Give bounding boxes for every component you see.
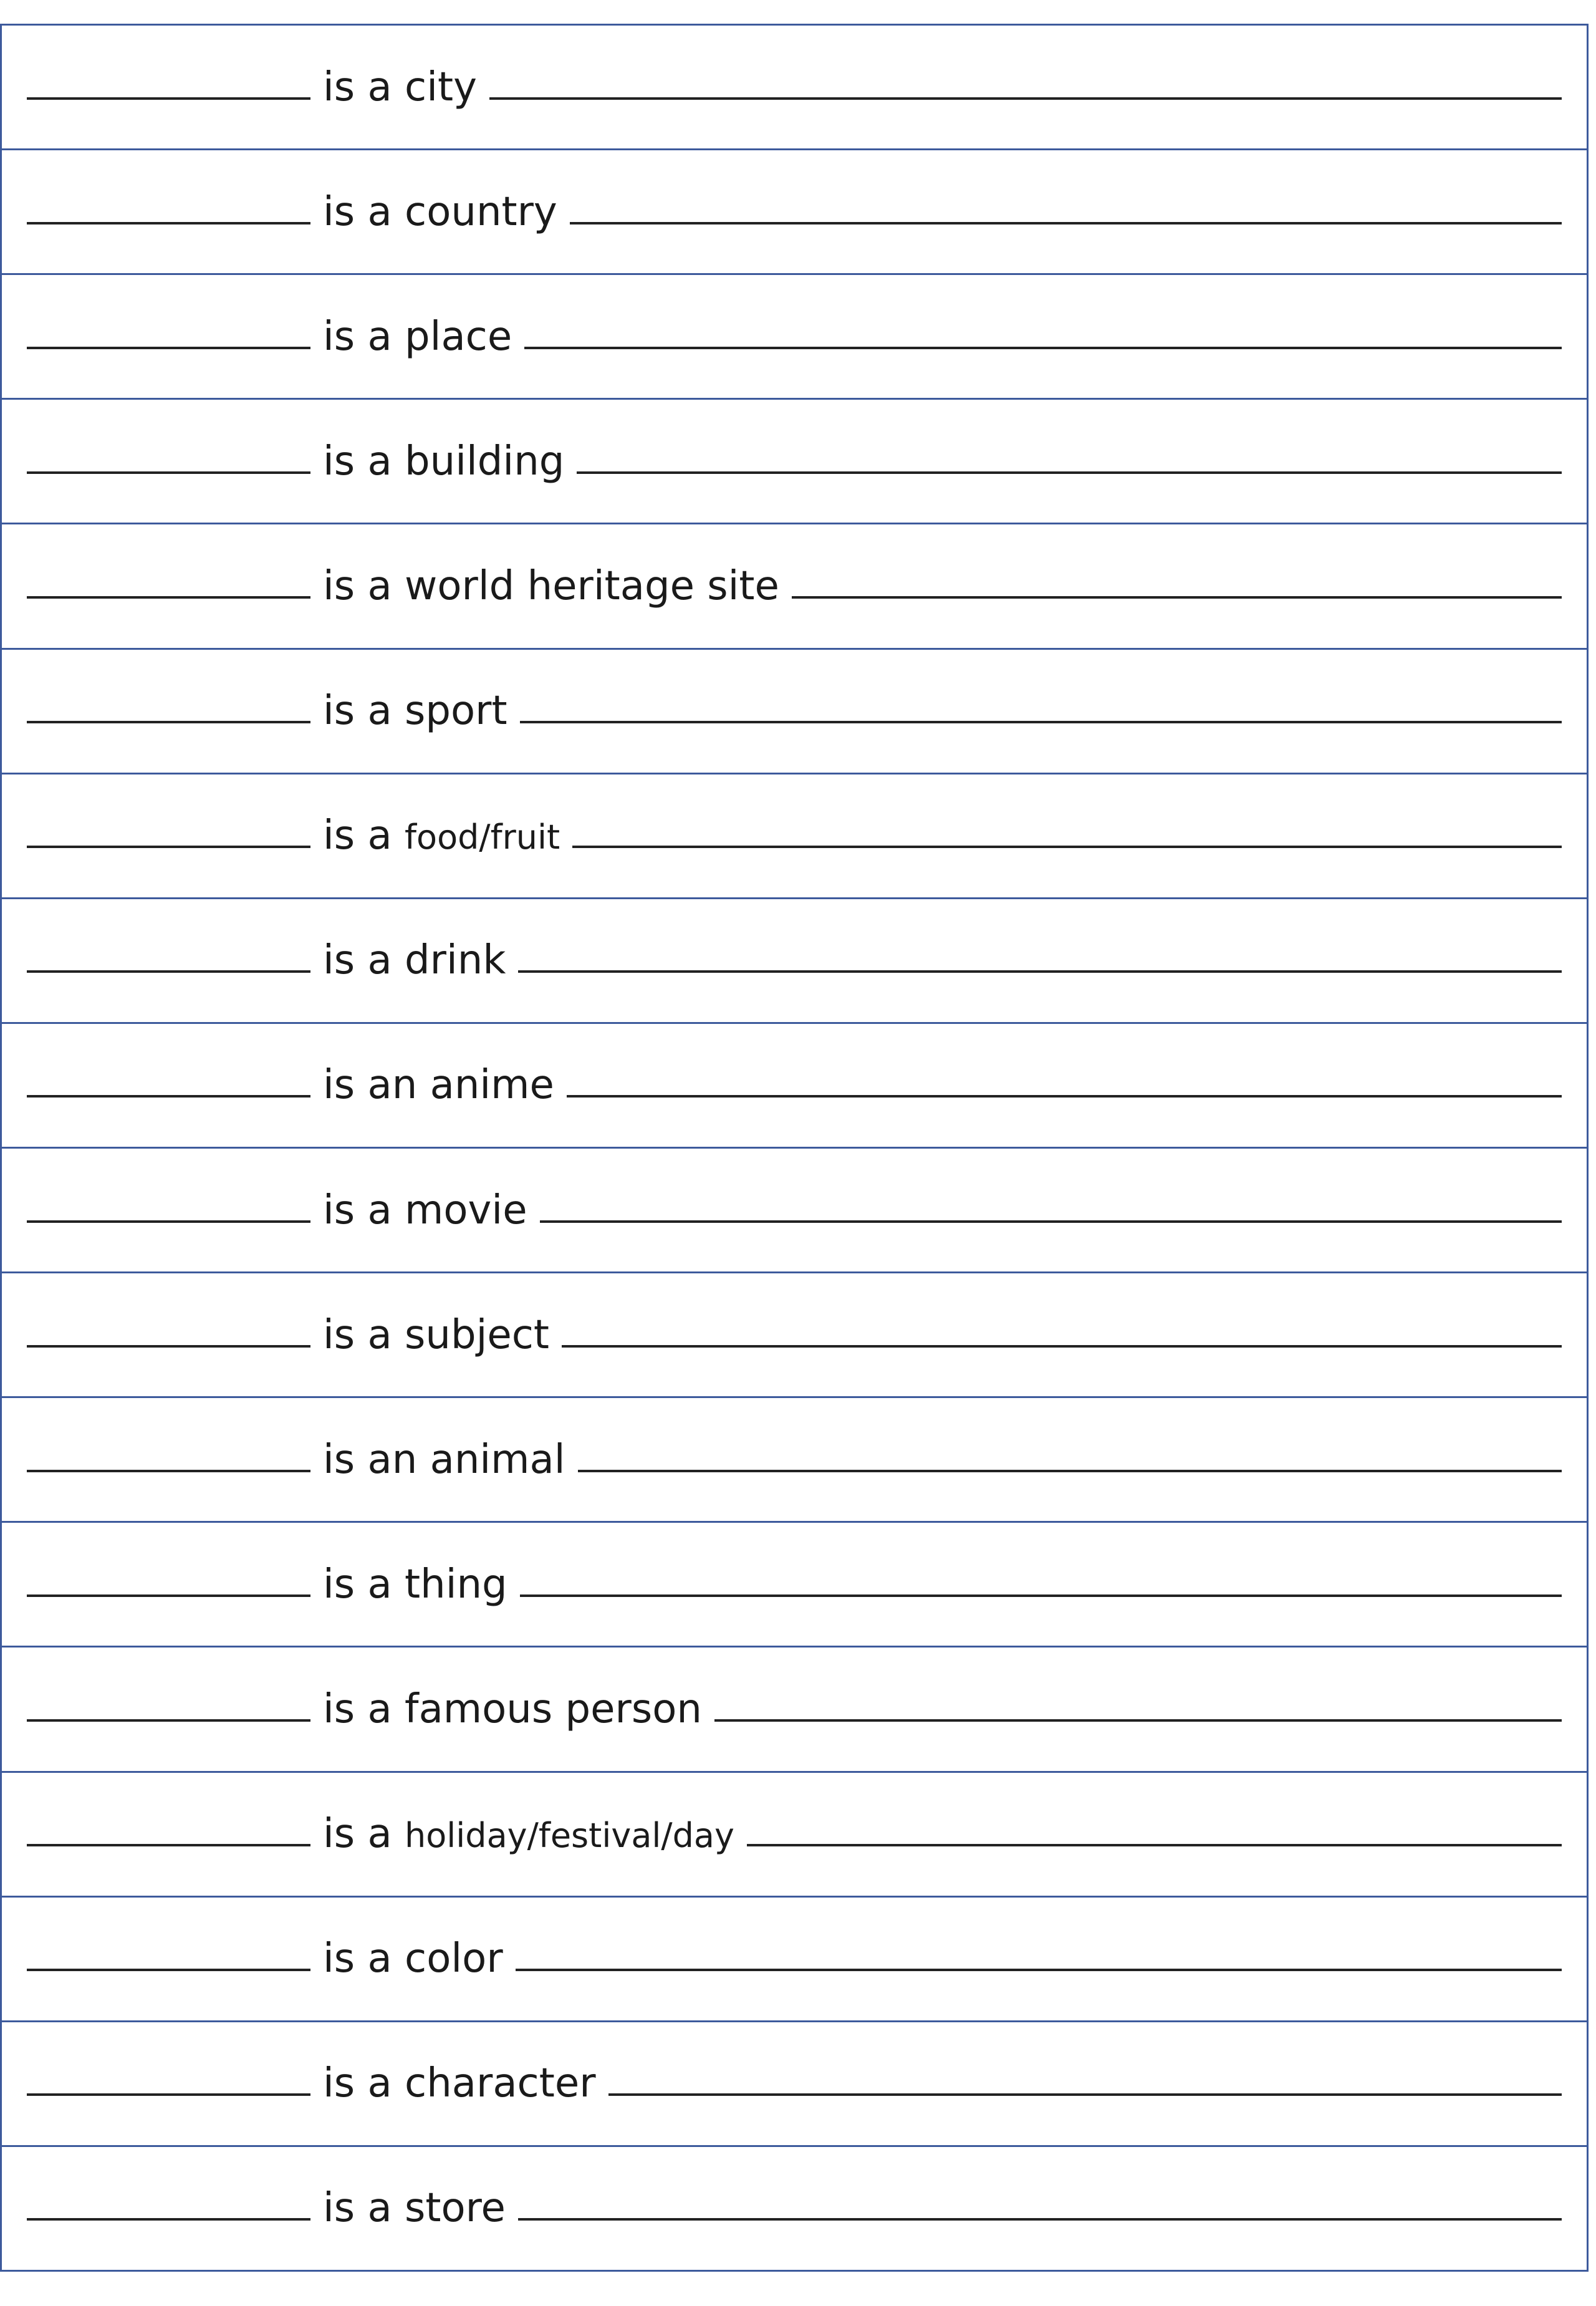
row-label: [310, 562, 792, 609]
row-prefix: is a: [323, 1686, 392, 1732]
worksheet-row: [2, 26, 1587, 150]
row-prefix: is a: [323, 688, 392, 735]
sentence-line: [27, 813, 1562, 859]
sentence-line: [27, 937, 1562, 984]
answer-blank-right[interactable]: [578, 1470, 1562, 1472]
row-prefix: is a: [323, 313, 392, 360]
worksheet-row: [2, 1273, 1587, 1398]
answer-blank-left[interactable]: [27, 596, 310, 599]
worksheet-row: [2, 1647, 1587, 1772]
worksheet-row: [2, 524, 1587, 649]
sentence-line: [27, 313, 1562, 360]
sentence-line: [27, 2060, 1562, 2107]
row-term: anime: [430, 1062, 554, 1109]
answer-blank-right[interactable]: [572, 846, 1562, 848]
row-prefix: is an: [323, 1062, 418, 1109]
row-label: [310, 813, 572, 859]
row-term: famous person: [405, 1686, 702, 1732]
answer-blank-right[interactable]: [562, 1345, 1562, 1348]
row-term: food/fruit: [405, 818, 560, 857]
row-term: holiday/festival/day: [405, 1816, 734, 1856]
answer-blank-left[interactable]: [27, 1220, 310, 1223]
answer-blank-right[interactable]: [792, 596, 1562, 599]
sentence-line: [27, 1936, 1562, 1982]
answer-blank-right[interactable]: [489, 97, 1562, 100]
answer-blank-right[interactable]: [520, 721, 1562, 723]
answer-blank-left[interactable]: [27, 222, 310, 224]
row-label: [310, 1436, 578, 1483]
row-label: [310, 688, 520, 735]
worksheet-row: [2, 400, 1587, 524]
row-label: [310, 1187, 540, 1233]
row-label: [310, 1936, 516, 1982]
row-label: [310, 438, 577, 485]
sentence-line: [27, 64, 1562, 110]
row-term: country: [405, 188, 557, 235]
sentence-line: [27, 1436, 1562, 1483]
sentence-line: [27, 1187, 1562, 1233]
sentence-line: [27, 1561, 1562, 1608]
answer-blank-right[interactable]: [577, 471, 1562, 474]
row-term: animal: [430, 1436, 565, 1483]
row-term: building: [405, 438, 565, 485]
answer-blank-left[interactable]: [27, 347, 310, 349]
row-term: city: [405, 64, 477, 110]
worksheet-row: [2, 1398, 1587, 1523]
answer-blank-left[interactable]: [27, 97, 310, 100]
row-term: color: [405, 1936, 503, 1982]
answer-blank-left[interactable]: [27, 970, 310, 973]
worksheet-row: [2, 650, 1587, 774]
answer-blank-left[interactable]: [27, 1844, 310, 1846]
sentence-line: [27, 188, 1562, 235]
worksheet-row: [2, 899, 1587, 1024]
row-prefix: is a: [323, 813, 392, 859]
row-label: [310, 2060, 608, 2107]
row-prefix: is a: [323, 1561, 392, 1608]
row-prefix: is a: [323, 2060, 392, 2107]
answer-blank-left[interactable]: [27, 1345, 310, 1348]
row-term: sport: [405, 688, 507, 735]
worksheet-row: [2, 1523, 1587, 1647]
row-prefix: is a: [323, 1811, 392, 1858]
row-label: [310, 64, 489, 110]
row-prefix: is a: [323, 64, 392, 110]
row-label: [310, 1686, 714, 1732]
answer-blank-right[interactable]: [518, 2218, 1562, 2221]
answer-blank-right[interactable]: [714, 1719, 1562, 1722]
row-term: drink: [405, 937, 506, 984]
sentence-line: [27, 562, 1562, 609]
answer-blank-left[interactable]: [27, 846, 310, 848]
row-label: [310, 937, 518, 984]
row-prefix: is a: [323, 937, 392, 984]
row-label: [310, 1311, 562, 1358]
answer-blank-right[interactable]: [516, 1969, 1562, 1971]
worksheet-row: [2, 2147, 1587, 2270]
answer-blank-right[interactable]: [570, 222, 1562, 224]
answer-blank-right[interactable]: [608, 2093, 1562, 2096]
row-term: character: [405, 2060, 596, 2107]
worksheet-row: [2, 1024, 1587, 1149]
row-prefix: is a: [323, 2185, 392, 2232]
row-prefix: is an: [323, 1436, 418, 1483]
row-label: [310, 1811, 747, 1858]
answer-blank-left[interactable]: [27, 721, 310, 723]
sentence-line: [27, 1686, 1562, 1732]
answer-blank-right[interactable]: [518, 970, 1562, 973]
worksheet-row: [2, 774, 1587, 899]
row-label: [310, 1062, 567, 1109]
row-label: [310, 2185, 518, 2232]
row-term: movie: [405, 1187, 527, 1233]
row-prefix: is a: [323, 438, 392, 485]
row-prefix: is a: [323, 188, 392, 235]
answer-blank-right[interactable]: [747, 1844, 1562, 1846]
row-label: [310, 313, 524, 360]
row-term: place: [405, 313, 512, 360]
row-prefix: is a: [323, 1936, 392, 1982]
row-term: store: [405, 2185, 506, 2232]
answer-blank-left[interactable]: [27, 1470, 310, 1472]
row-label: [310, 1561, 520, 1608]
row-label: [310, 188, 570, 235]
row-prefix: is a: [323, 1311, 392, 1358]
worksheet-row: [2, 1149, 1587, 1273]
sentence-line: [27, 1311, 1562, 1358]
answer-blank-left[interactable]: [27, 1719, 310, 1722]
answer-blank-left[interactable]: [27, 2218, 310, 2221]
worksheet-row: [2, 1773, 1587, 1898]
answer-blank-right[interactable]: [524, 347, 1562, 349]
answer-blank-right[interactable]: [520, 1594, 1562, 1597]
answer-blank-left[interactable]: [27, 471, 310, 474]
sentence-line: [27, 1062, 1562, 1109]
worksheet-row: [2, 275, 1587, 400]
row-term: world heritage site: [405, 562, 779, 609]
row-term: subject: [405, 1311, 549, 1358]
sentence-line: [27, 688, 1562, 735]
answer-blank-left[interactable]: [27, 1594, 310, 1597]
worksheet-row: [2, 1898, 1587, 2022]
answer-blank-left[interactable]: [27, 1095, 310, 1098]
row-prefix: is a: [323, 562, 392, 609]
answer-blank-right[interactable]: [540, 1220, 1562, 1223]
row-term: thing: [405, 1561, 507, 1608]
worksheet-row: [2, 2022, 1587, 2147]
answer-blank-left[interactable]: [27, 2093, 310, 2096]
sentence-line: [27, 438, 1562, 485]
sentence-line: [27, 2185, 1562, 2232]
row-prefix: is a: [323, 1187, 392, 1233]
answer-blank-left[interactable]: [27, 1969, 310, 1971]
sentence-line: [27, 1811, 1562, 1858]
worksheet-row: [2, 150, 1587, 275]
worksheet-table: [0, 24, 1589, 2272]
answer-blank-right[interactable]: [567, 1095, 1562, 1098]
